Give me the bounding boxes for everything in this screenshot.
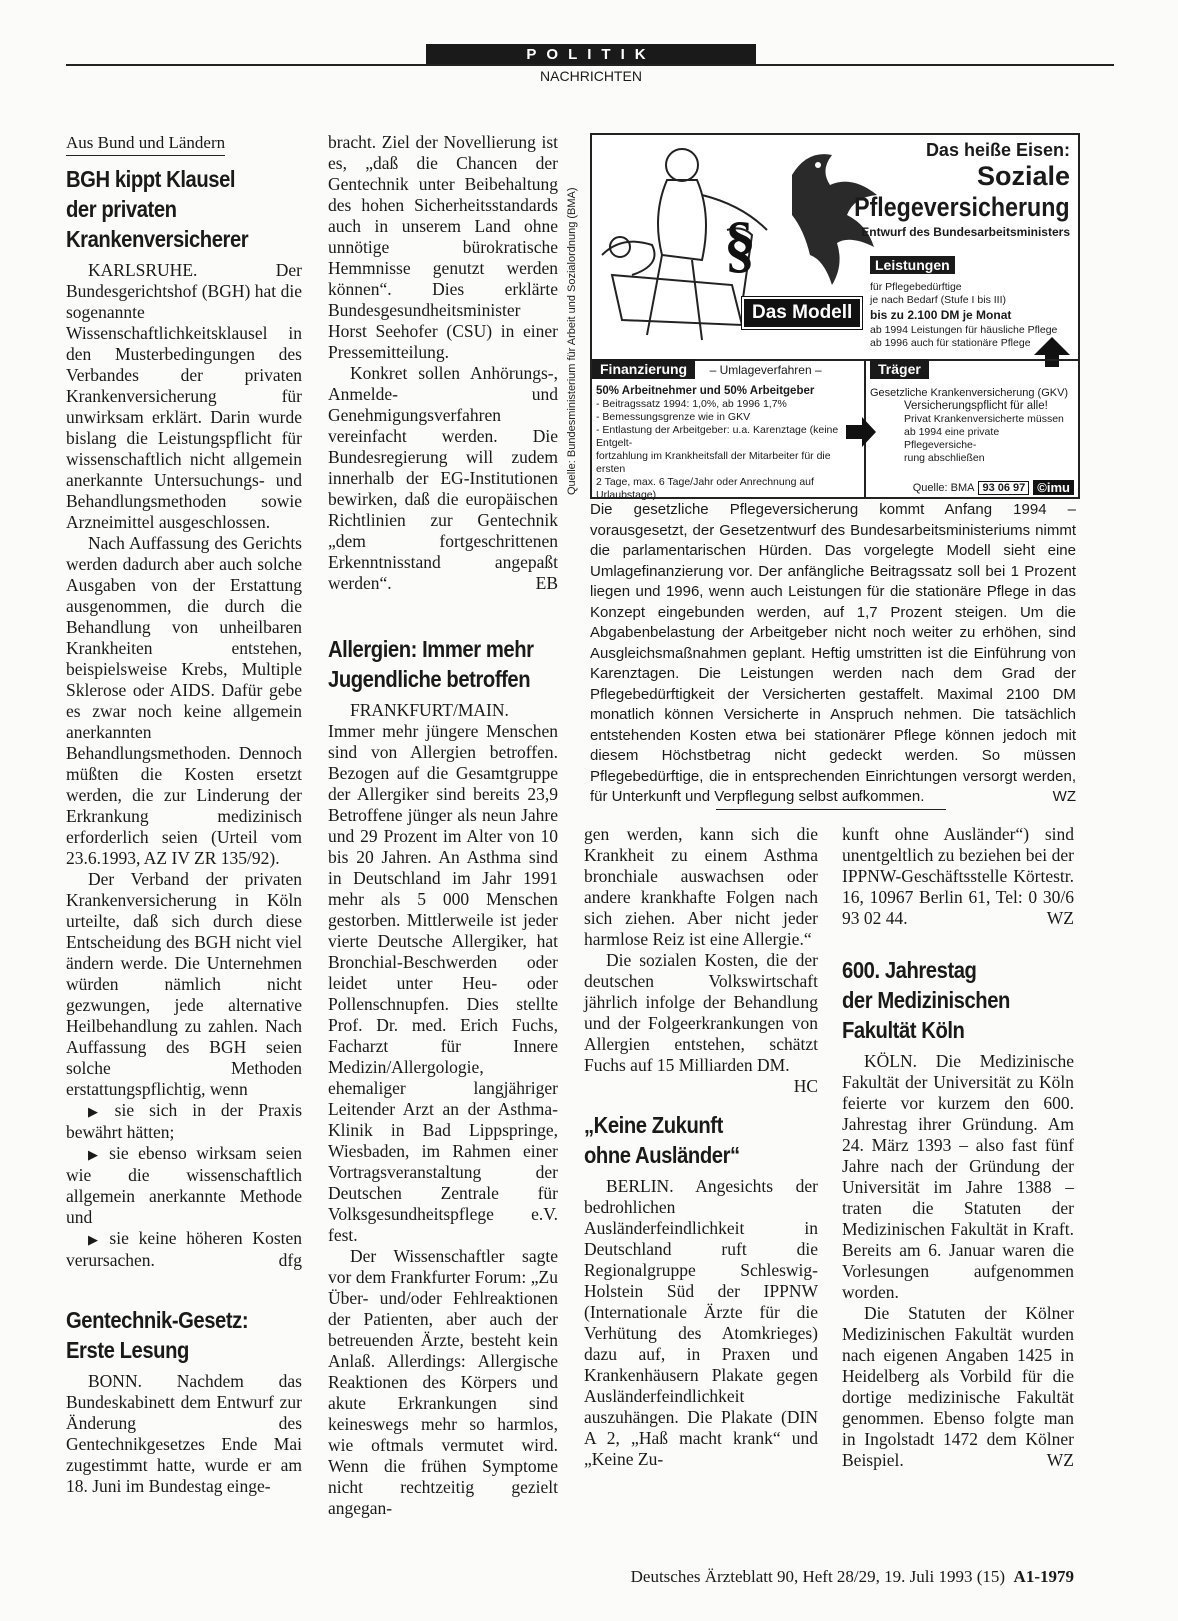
headline-auslaender: „Keine Zukunft ohne Ausländer“ — [584, 1112, 740, 1168]
article-paragraph: gen werden, kann sich die Krankheit zu einem Asthma bronchiale auswachsen oder andere krankhafte Folgen nach sich ziehen. Aber nicht jeder harmlose Reiz ist eine Allergie.“ — [584, 824, 818, 949]
traeger-box: Träger Gesetzliche Krankenversicherung (GKV) Versicherungspflicht für alle! Privat Krankenversicherte müssen ab 1994 eine private Pflegeversiche- rung abschließen — [870, 361, 1069, 464]
modell-badge: Das Modell — [742, 297, 862, 329]
header-rule — [66, 64, 1114, 66]
column-3 — [584, 824, 818, 1470]
headline-gentechnik: Gentechnik-Gesetz: Erste Lesung — [66, 1307, 249, 1363]
finanzierung-label: Finanzierung — [592, 359, 695, 379]
kicker: Aus Bund und Ländern — [66, 132, 225, 156]
article-paragraph: Die sozialen Kosten, die der deutschen Volkswirtschaft jährlich infolge der Behandlung und der Folgeerkrankungen von Allergien entstehen, schätzt Fuchs auf 15 Milliarden DM. HC — [584, 950, 818, 1096]
author-signature: WZ — [1046, 1450, 1074, 1470]
headline-allergien: Allergien: Immer mehr Jugendliche betroffen — [328, 636, 534, 692]
article-paragraph: Nach Auffassung des Gerichts werden dadurch aber auch solche Ausgaben von der Erstattung ausgenommen, die durch die Behandlung von unheilbaren Krankheiten entstehen, beispielsweise Krebs, Multiple Sklerose oder AIDS. Dafür gebe es zwar noch keine allgemein anerkannten Behandlungsmethoden. Dennoch müßten die Kosten ersetzt werden, die zur Linderung der Erkrankung medizinisch erforderlich seien (Urteil vom 23.6.1993, AZ IV ZR 135/92). — [66, 533, 302, 868]
bullet-item: ▶ sie sich in der Praxis bewährt hätten; — [66, 1100, 303, 1142]
section-label: POLITIK — [426, 44, 756, 66]
column-2 — [328, 132, 558, 1519]
traeger-label: Träger — [870, 359, 929, 379]
article-paragraph: Der Wissenschaftler sagte vor dem Frankfurter Forum: „Zu Über- und/oder Fehlreaktionen der Patienten, aber auch der betreuenden Ärzte, besteht kein Anlaß. Allerdings: Allergische Reaktionen des Körpers und akute Erkrankungen sind keineswegs mehr so harmlos, wie oftmals vermutet wird. Wenn die frühen Symptome nicht rechtzeitig gezielt angegan- — [328, 1246, 558, 1518]
triangle-bullet-icon: ▶ — [88, 1232, 104, 1247]
author-signature: HC — [793, 1076, 818, 1096]
infographic-title: Das heiße Eisen: Soziale Pflegeversicherung Entwurf des Bundesarbeitsministers — [854, 140, 1070, 239]
triangle-bullet-icon: ▶ — [88, 1147, 104, 1162]
headline-koeln: 600. Jahrestag der Medizinischen Fakultät Köln — [842, 957, 1010, 1043]
article-paragraph: BERLIN. Angesichts der bedrohlichen Ausländerfeindlichkeit in Deutschland ruft die Regionalgruppe Schleswig-Holstein Süd der IPPNW (Internationale Ärzte für die Verhütung des Atomkrieges) dazu auf, in Praxen und Krankenhäusern Plakate gegen Ausländerfeindlichkeit auszuhängen. Die Plakate (DIN A 2, „Haß macht krank“ und „Keine Zu- — [584, 1176, 818, 1469]
author-signature: dfg — [278, 1250, 302, 1270]
finanzierung-box: Finanzierung – Umlageverfahren – 50% Arbeitnehmer und 50% Arbeitgeber - Beitragssatz 1994: 1,0%, ab 1996 1,7% - Bemessungsgrenze wie in GKV - Entlastung der Arbeitgeber: u.a. Karenztage (keine Entgelt- fortzahlung im Krankheitsfall der Mitarbeiter für die ersten 2 Tage, max. 6 Tage/Jahr oder Anrechnung auf Urlaubstage) — [592, 361, 862, 502]
article-paragraph: BONN. Nachdem das Bundeskabinett dem Entwurf zur Änderung des Gentechnikgesetzes Ende Mai zugestimmt hatte, wurde er am 18. Juni im Bundestag einge- — [66, 1371, 302, 1496]
leistungen-box: Leistungen für Pflegebedürftige je nach Bedarf (Stufe I bis III) bis zu 2.100 DM je Monat ab 1994 Leistungen für häusliche Pflege ab 1996 auch für stationäre Pflege — [870, 257, 1058, 349]
article-paragraph: Der Verband der privaten Krankenversicherung in Köln urteilte, daß sich durch diese Entscheidung des BGH nicht viel ändern werde. Die Unternehmen würden nämlich nicht gezwungen, jede alternative Heilbehandlung zu zahlen. Nach Auffassung des BGH seien solche Methoden erstattungspflichtig, wenn — [66, 869, 302, 1099]
column-1 — [66, 132, 302, 1497]
page-number: A1-1979 — [1013, 1567, 1074, 1586]
triangle-bullet-icon: ▶ — [88, 1104, 109, 1119]
page-footer: Deutsches Ärzteblatt 90, Heft 28/29, 19. Juli 1993 (15) A1-1979 — [630, 1567, 1074, 1586]
infographic-source: Quelle: BMA 93 06 97 ©imu — [913, 480, 1074, 495]
bullet-item: ▶ sie keine höheren Kosten verursachen. dfg — [66, 1228, 303, 1270]
article-paragraph: KÖLN. Die Medizinische Fakultät der Universität zu Köln feierte vor kurzem den 600. Jahrestag ihrer Gründung. Am 24. März 1393 – also fast fünf Jahre nach der Gründung der Universität im Jahre 1388 – traten die Statuten der Medizinischen Fakultät in Kraft. Bereits am 6. Januar waren die Vorlesungen aufgenommen worden. — [842, 1051, 1074, 1302]
section-divider — [716, 809, 946, 810]
article-paragraph: KARLSRUHE. Der Bundesgerichtshof (BGH) hat die sogenannte Wissenschaftlichkeitsklausel in den Musterbedingungen des Verbandes der privaten Krankenversicherung für unwirksam erklärt. Darin wurde bislang die Leistungspflicht für wissenschaftlich nicht allgemein anerkannte Untersuchungs- und Behandlungsmethoden sowie Arzneimittel ausgeschlossen. — [66, 260, 302, 532]
article-paragraph: kunft ohne Ausländer“) sind unentgeltlich zu beziehen bei der IPPNW-Geschäftsstelle Körtestr. 16, 10967 Berlin 61, Tel: 0 30/6 93 02 44. WZ — [842, 824, 1074, 928]
article-paragraph: Konkret sollen Anhörungs-, Anmelde- und Genehmigungsverfahren vereinfacht werden. Die Bundesregierung will zudem innerhalb der EG-Institutionen bewirken, daß die europäischen Richtlinien zur Gentechnik „dem fortgeschrittenen Erkenntnisstand angepaßt werden“. EB — [328, 363, 558, 593]
author-signature: EB — [535, 573, 558, 593]
headline-bgh: BGH kippt Klausel der privaten Krankenversicherer — [66, 166, 249, 252]
infographic-caption: Die gesetzliche Pflegeversicherung kommt Anfang 1994 – vorausgesetzt, der Gesetzentwurf des Bundesarbeitsministeriums nimmt die parlamentarischen Hürden. Das vorgelegte Modell sieht eine Umlagefinanzierung vor. Der anfängliche Beitragssatz soll bei 1 Prozent liegen und 1996, wenn auch Leistungen für die stationäre Pflege in das Konzept eingebunden werden, auf 1,7 Prozent steigen. Um die Abgabenbelastung der Arbeitgeber nicht noch weiter zu erhöhen, sind Ausgleichsmaßnahmen geplant. Heftig umstritten ist die Einführung von Karenztagen. Die Leistungen werden nach dem Grad der Pflegebedürftigkeit der Versicherten gestaffelt. Maximal 2100 DM monatlich können Versicherte in Anspruch nehmen. Die tatsächlich entstehenden Kosten etwa bei stationärer Pflege können jedoch mit diesem Höchstbetrag nicht gedeckt werden. So müssen Pflegebedürftige, die in entsprechenden Einrichtungen versorgt werden, für Unterkunft und Verpflegung selbst aufkommen. WZ — [590, 500, 1076, 808]
subsection-label: NACHRICHTEN — [540, 68, 642, 84]
author-signature: WZ — [1046, 908, 1074, 928]
author-signature: WZ — [1052, 788, 1076, 805]
paragraph-sign-icon: § — [724, 208, 756, 279]
article-paragraph: FRANKFURT/MAIN. Immer mehr jüngere Menschen sind von Allergien betroffen. Bezogen auf die Gesamtgruppe der Allergiker sind bereits 23,9 Betroffene jünger als neun Jahre und 29 Prozent im Alter von 10 bis 20 Jahren. An Asthma sind in Deutschland im Jahr 1991 mehr als 5 000 Menschen gestorben. Mittlerweile ist jeder vierte Deutsche Allergiker, hat Bronchial-Beschwerden oder leidet unter Heu- oder Pollenschnupfen. Dies stellte Prof. Dr. med. Erich Fuchs, Facharzt für Innere Medizin/Allergologie, ehemaliger langjähriger Leitender Arzt an der Asthma-Klinik in Bad Lippspringe, Wiesbaden, im Rahmen einer Vortragsveranstaltung der Deutschen Zentrale für Volksgesundheitspflege e.V. fest. — [328, 700, 558, 1245]
article-paragraph: Die Statuten der Kölner Medizinischen Fakultät wurden nach eigenen Angaben 1425 in Heidelberg als Vorbild für die dortige medizinische Fakultät genommen. Ebenso folgte man in Ingolstadt 1472 dem Kölner Beispiel. WZ — [842, 1303, 1074, 1470]
article-paragraph: bracht. Ziel der Novellierung ist es, „daß die Chancen der Gentechnik unter Beibehaltung des hohen Sicherheitsstandards auch in unserem Land ohne unnötige bürokratische Hemmnisse genutzt werden können“. Dies erklärte Bundesgesundheitsminister Horst Seehofer (CSU) in einer Pressemitteilung. — [328, 132, 558, 362]
leistungen-label: Leistungen — [870, 256, 955, 274]
source-vertical-label: Quelle: Bundesministerium für Arbeit und Sozialordnung (BMA) — [566, 187, 578, 495]
column-4 — [842, 824, 1074, 1471]
bullet-item: ▶ sie ebenso wirksam seien wie die wissenschaftlich allgemein anerkannte Methode und — [66, 1143, 302, 1227]
infographic-pflegeversicherung — [590, 133, 1080, 499]
